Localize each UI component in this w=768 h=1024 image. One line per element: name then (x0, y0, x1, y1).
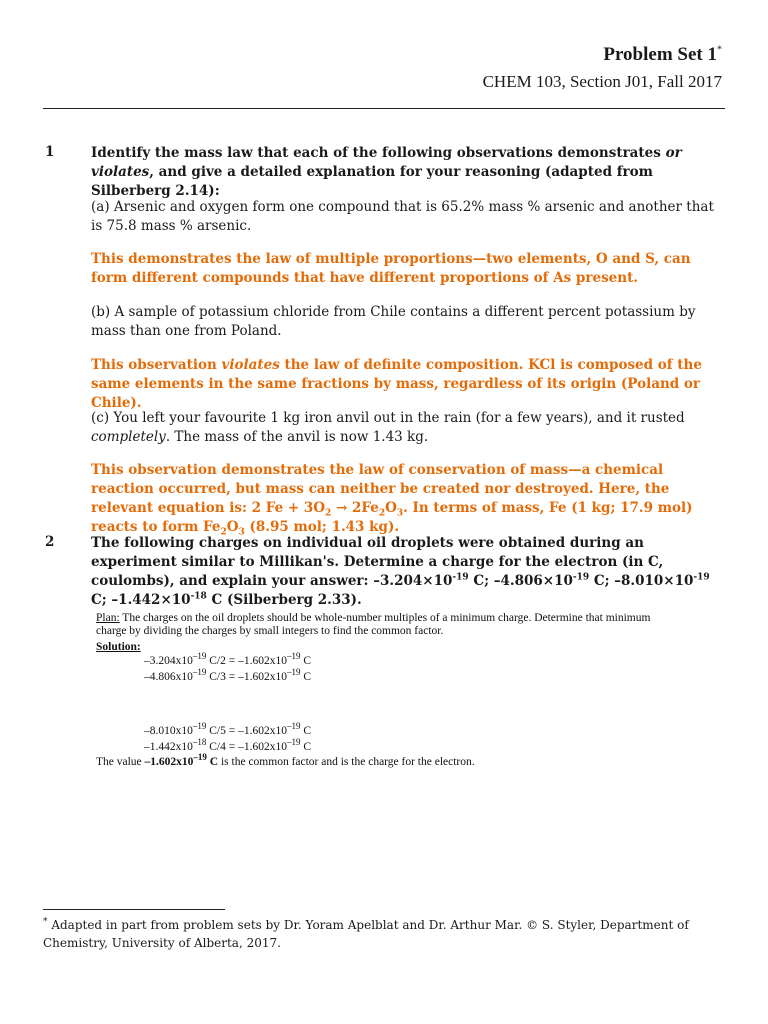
exponent: –18 (192, 737, 207, 748)
header-divider (43, 108, 725, 109)
subscript: 2 (220, 527, 227, 538)
conclusion-part: The value (96, 756, 145, 768)
question-1-prompt (91, 144, 721, 201)
title-text: Problem Set 1 (603, 44, 717, 65)
exponent: -19 (693, 572, 710, 583)
eq-part: –4.806x10 (144, 671, 193, 683)
question-1a-text: (a) Arsenic and oxygen form one compound that is 65.2% mass % arsenic and another that is 75.8 mass % arsenic. (91, 199, 714, 234)
prompt-emphasis: or violates (91, 145, 682, 180)
solution-plan (96, 612, 676, 638)
eq-part: C (300, 671, 312, 683)
exponent: –19 (286, 737, 301, 748)
solution-label (96, 641, 676, 654)
exponent: -18 (190, 591, 207, 602)
exponent: –19 (286, 667, 301, 678)
conclusion-value: –1.602x10 (144, 756, 194, 768)
answer-part: the law of definite composition. KCl is composed of the same elements in the same fractions by mass, regardless of its origin (Poland or Chile). (91, 357, 702, 411)
subscript: 2 (378, 508, 386, 519)
solution-equation-4 (96, 737, 676, 754)
prompt-part: Identify the mass law that each of the following observations demonstrates (91, 145, 666, 161)
solution-equation-1 (96, 651, 676, 668)
subscript: 3 (238, 527, 245, 538)
question-1b-answer (91, 356, 723, 413)
prompt-part: C; –8.010×10 (589, 573, 694, 589)
question-2-prompt (91, 534, 721, 610)
question-1a-answer: This demonstrates the law of multiple proportions—two elements, O and S, can form different compounds that have different proportions of As present. (91, 251, 691, 286)
eq-part: C/2 = –1.602x10 (206, 655, 287, 667)
answer-part: O (385, 500, 397, 516)
answer-part: (8.95 mol; 1.43 kg). (244, 519, 400, 535)
prompt-part: C (Silberberg 2.33). (206, 592, 362, 608)
solution-equation-3 (96, 721, 676, 738)
eq-part: –3.204x10 (144, 655, 193, 667)
exponent: –19 (192, 651, 207, 662)
text-emphasis: completely (91, 429, 166, 445)
conclusion-part: is the common factor and is the charge for the electron. (218, 756, 475, 768)
question-1b-text: (b) A sample of potassium chloride from Chile contains a different percent potassium by mass than one from Poland. (91, 304, 696, 339)
solution-equation-2 (96, 667, 676, 684)
exponent: –19 (286, 721, 301, 732)
answer-part: O (226, 519, 239, 535)
footnote-mark: * (43, 917, 48, 927)
answer-part: This observation (91, 357, 222, 373)
subscript: 3 (396, 508, 404, 519)
answer-part: . In terms of mass, Fe (1 kg; 17.9 mol) reacts to form Fe (91, 500, 693, 535)
plan-label: Plan: (96, 612, 120, 624)
prompt-part: C; –1.442×10 (91, 592, 191, 608)
eq-part: –1.442x10 (144, 741, 193, 753)
footnote (43, 916, 733, 952)
exponent: –19 (192, 667, 207, 678)
eq-part: C/4 = –1.602x10 (206, 741, 287, 753)
eq-part: –8.010x10 (144, 725, 193, 737)
subscript: 2 (325, 508, 332, 519)
prompt-part: , and give a detailed explanation for your reasoning (adapted from Silberberg 2.14): (91, 164, 653, 199)
exponent: –19 (286, 651, 301, 662)
text-part: . The mass of the anvil is now 1.43 kg. (165, 429, 429, 445)
solution-conclusion (96, 752, 676, 769)
exponent: -19 (452, 572, 469, 583)
eq-part: C (300, 655, 312, 667)
exponent: -19 (572, 572, 590, 583)
footnote-text: Adapted in part from problem sets by Dr. Yoram Apelblat and Dr. Arthur Mar. © S. Styler, Department of Chemistry, University of Alberta, 2017. (43, 918, 689, 950)
exponent: –19 (192, 721, 207, 732)
question-1-number: 1 (45, 144, 55, 160)
reaction-arrow: → 2Fe (331, 500, 379, 516)
question-2-number: 2 (45, 534, 55, 550)
answer-part: This observation demonstrates the law of conservation of mass—a chemical reaction occurred, but mass can neither be created nor destroyed. Here, the relevant equation is: 2 Fe + 3O (91, 462, 670, 516)
eq-part: C/3 = –1.602x10 (206, 671, 287, 683)
plan-text: The charges on the oil droplets should be whole-number multiples of a minimum charge. Determine that minimum charge by dividing the charges by small integers to find the common factor. (96, 612, 651, 637)
eq-part: C/5 = –1.602x10 (206, 725, 287, 737)
exponent: –19 (193, 752, 207, 763)
footnote-divider (43, 909, 225, 910)
prompt-part: C; –4.806×10 (468, 573, 573, 589)
page-title (603, 44, 722, 66)
conclusion-unit: C (206, 756, 219, 768)
answer-emphasis: violates (221, 357, 280, 373)
course-subtitle: CHEM 103, Section J01, Fall 2017 (482, 72, 722, 91)
title-footnote-mark: * (717, 44, 722, 56)
prompt-part: The following charges on individual oil droplets were obtained during an experiment similar to Millikan's. Determine a charge for the electron (in C, coulombs), and explain your answer: –3.204×10 (91, 535, 664, 589)
solution-heading: Solution: (96, 641, 141, 653)
eq-part: C (300, 725, 312, 737)
eq-part: C (300, 741, 312, 753)
question-1c-text (91, 409, 721, 447)
text-part: (c) You left your favourite 1 kg iron anvil out in the rain (for a few years), and it rusted (91, 410, 685, 426)
question-1c-answer (91, 461, 723, 537)
